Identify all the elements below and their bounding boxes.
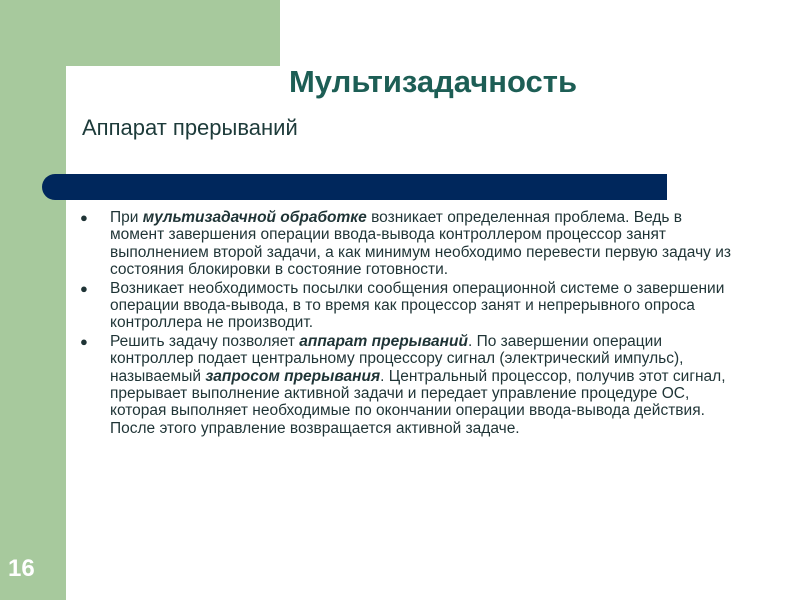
bullet-text: Решить задачу позволяет (110, 332, 300, 350)
slide-title: Мультизадачность (288, 64, 578, 99)
green-top-bar (0, 0, 280, 66)
bullet-icon: ● (80, 280, 88, 296)
bullet-text: возникает определенная проблема. Ведь в момент завершения операции ввода-вывода контроллером процессор занят выполнением второй задачи, а как минимум необходимо перевести первую задачу из состояния блокировки в состояние готовности. (110, 209, 731, 279)
bullet-item (80, 280, 740, 332)
bullet-emphasis: запросом прерывания (205, 367, 381, 385)
bullet-item (80, 333, 740, 437)
divider-band (42, 174, 667, 200)
bullet-emphasis: аппарат прерываний (299, 332, 468, 350)
slide-subtitle: Аппарат прерываний (82, 115, 298, 140)
bullet-icon: ● (80, 210, 88, 225)
bullet-item (80, 209, 740, 279)
bullet-emphasis: мультизадачной обработке (142, 209, 367, 226)
bullet-list (80, 209, 740, 438)
bullet-text: . По завершении операции контроллер подает центральному процессору сигнал (электрический импульс), называемый (110, 332, 684, 385)
bullet-text: . Центральный процессор, получив этот сигнал, прерывает выполнение активной задачи и передает управление процедуре ОС, которая выполняет необходимые по окончании операции ввода-вывода действия. После этого управление возвращается активной задаче. (110, 367, 726, 437)
green-side-bar (0, 0, 66, 600)
bullet-icon: ● (80, 333, 88, 349)
bullet-text: При (110, 209, 143, 226)
page-number: 16 (8, 555, 35, 582)
bullet-text: Возникает необходимость посылки сообщения операционной системе о завершении операции ввода-вывода, в то время как процессор занят и непрерывного опроса контроллера не производит. (110, 279, 725, 332)
